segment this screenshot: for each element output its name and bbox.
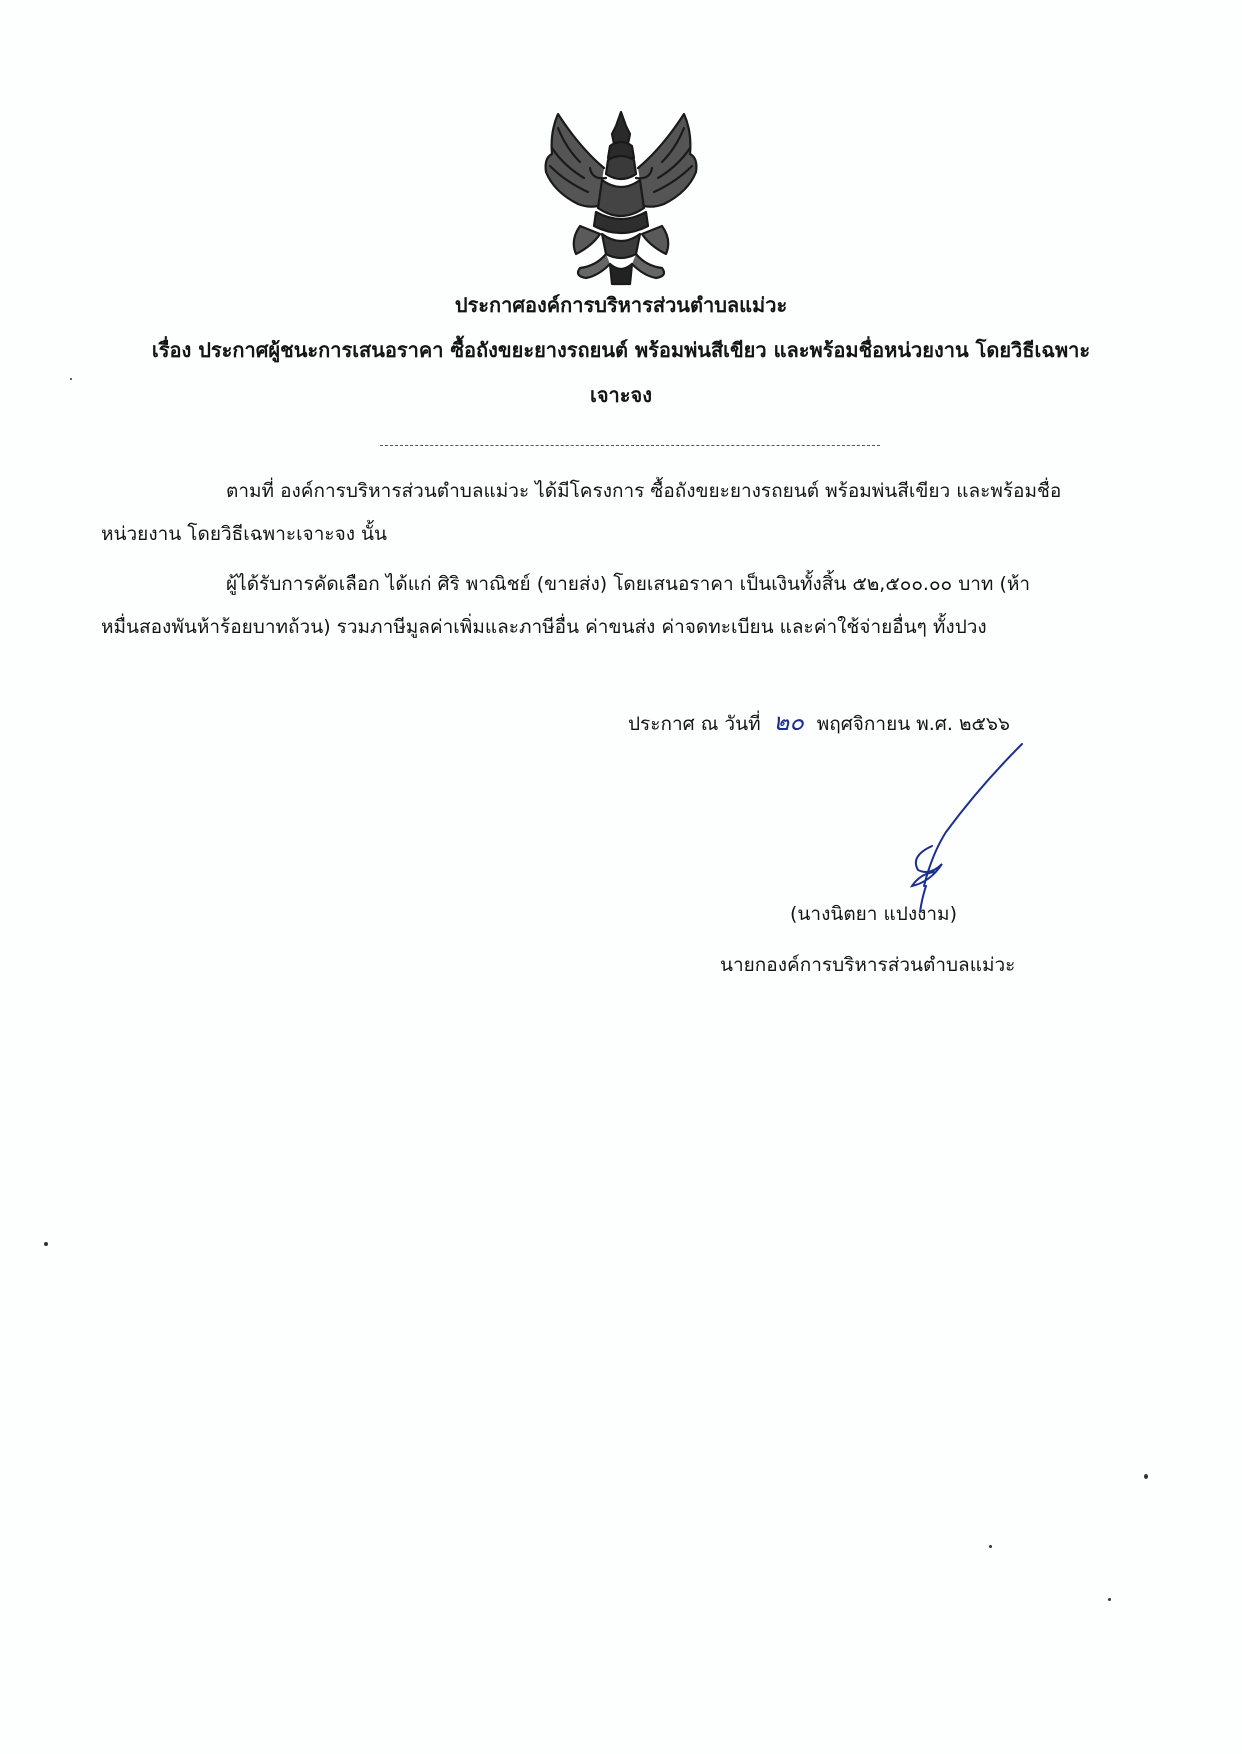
date-prefix: ประกาศ ณ วันที่	[628, 713, 761, 735]
date-month-year: พฤศจิกายน พ.ศ. ๒๕๖๖	[816, 713, 1010, 735]
signatory-position: นายกองค์การบริหารส่วนตำบลแม่วะ	[720, 954, 1016, 976]
subject-line-2: เจาะจง	[589, 383, 652, 407]
date-day-handwritten: ๒๐	[773, 708, 804, 736]
org-title: ประกาศองค์การบริหารส่วนตำบลแม่วะ	[454, 293, 788, 317]
paragraph-1-line-1: ตามที่ องค์การบริหารส่วนตำบลแม่วะ ได้มีโครงการ ซื้อถังขยะยางรถยนต์ พร้อมพ่นสีเขียว และพร้อมชื่อ	[226, 480, 1062, 502]
paragraph-1-line-2: หน่วยงาน โดยวิธีเฉพาะเจาะจง นั้น	[101, 523, 387, 545]
subject-line-1: เรื่อง ประกาศผู้ชนะการเสนอราคา ซื้อถังขยะยางรถยนต์ พร้อมพ่นสีเขียว และพร้อมชื่อหน่วยงาน โดยวิธีเฉพาะ	[151, 338, 1091, 362]
signatory-name: (นางนิตยา แปงงาม)	[790, 903, 957, 925]
divider	[380, 445, 880, 446]
scan-speck	[44, 1242, 48, 1246]
scan-speck	[1144, 1474, 1148, 1479]
scan-speck	[1108, 1598, 1111, 1601]
scan-speck	[989, 1545, 992, 1548]
paragraph-2-line-1: ผู้ได้รับการคัดเลือก ได้แก่ ศิริ พาณิชย์ (ขายส่ง) โดยเสนอราคา เป็นเงินทั้งสิ้น ๕๒,๕๐๐.๐๐ บาท (ห้า	[226, 573, 1031, 595]
scan-speck	[70, 378, 72, 380]
garuda-emblem-icon	[540, 108, 702, 288]
announcement-date	[628, 708, 1010, 738]
paragraph-2-line-2: หมื่นสองพันห้าร้อยบาทถ้วน) รวมภาษีมูลค่าเพิ่มและภาษีอื่น ค่าขนส่ง ค่าจดทะเบียน และค่าใช้จ่ายอื่นๆ ทั้งปวง	[101, 616, 987, 638]
